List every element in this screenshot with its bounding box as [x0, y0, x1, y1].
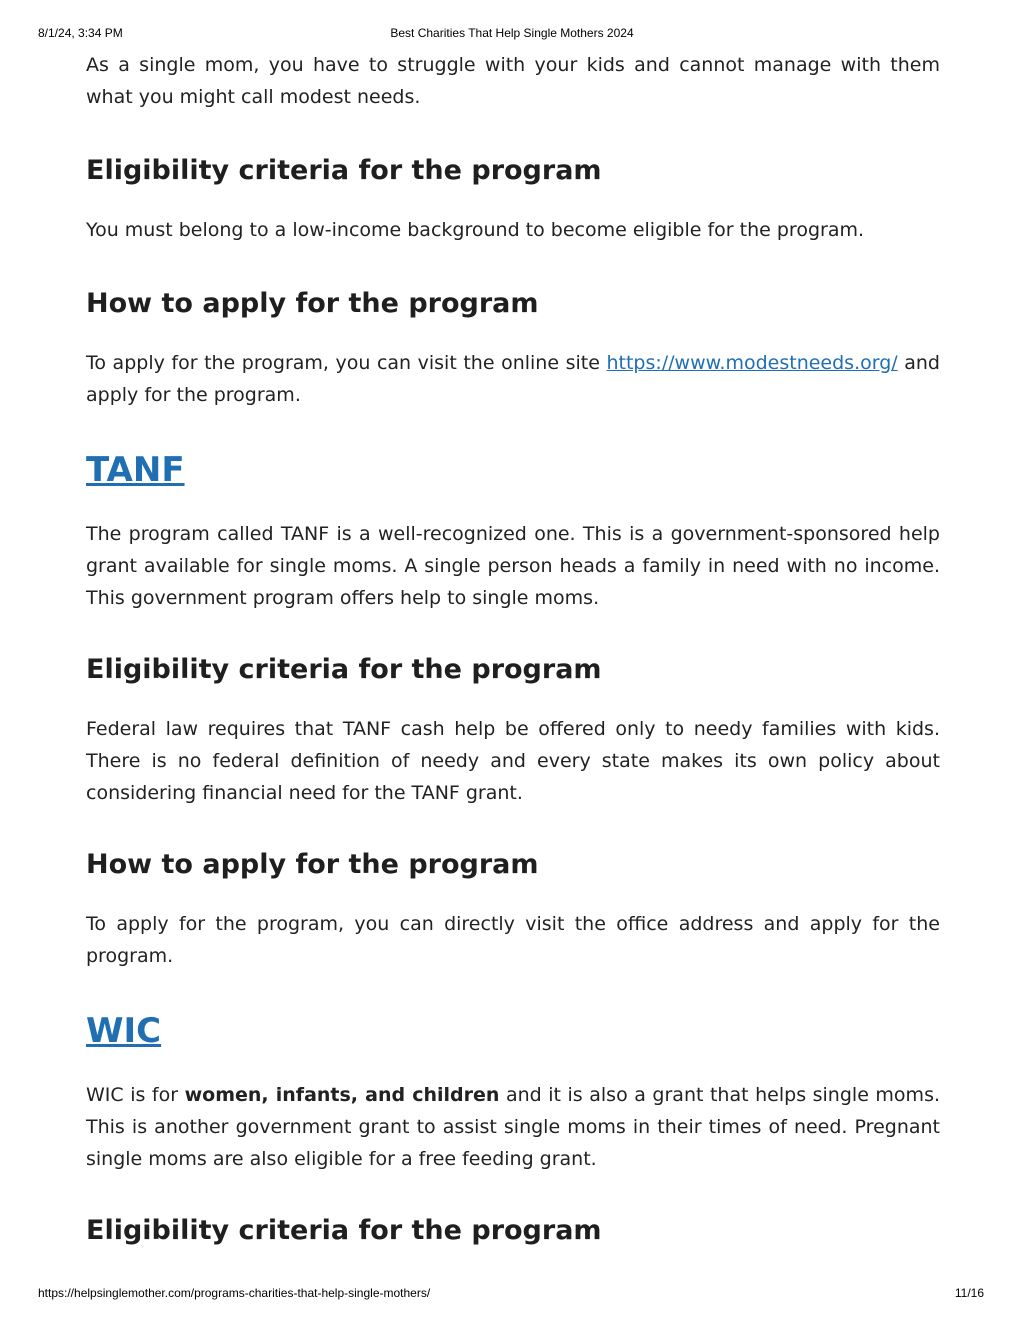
tanf-eligibility-heading: Eligibility criteria for the program: [86, 654, 602, 685]
print-page-number: 11/16: [954, 1286, 984, 1300]
tanf-description: The program called TANF is a well-recognized one. This is a government-sponsored help grant available for single moms. A single person heads a family in need with no income. This government program offers help to single moms.: [86, 523, 940, 609]
intro-paragraph: As a single mom, you have to struggle with your kids and cannot manage with them what you might call modest needs.: [86, 54, 940, 108]
modest-needs-eligibility-text: You must belong to a low-income background to become eligible for the program.: [86, 219, 865, 241]
apply-text-after: and apply for the program.: [86, 352, 940, 406]
tanf-eligibility-text: Federal law requires that TANF cash help be offered only to needy families with kids. There is no federal definition of needy and every state makes its own policy about considering financial need for the TANF grant.: [86, 718, 940, 804]
apply-text-before: To apply for the program, you can visit the online site: [86, 352, 607, 374]
modest-needs-apply-heading: How to apply for the program: [86, 288, 539, 319]
modest-needs-link[interactable]: https://www.modestneeds.org/: [606, 352, 898, 374]
wic-desc-suffix: and it is also a grant that helps single moms. This is another government grant to assist single moms in their times of need. Pregnant single moms are also eligible for a free feeding grant.: [86, 1084, 941, 1170]
modest-needs-apply-text: [86, 347, 940, 411]
print-footer-url: https://helpsinglemother.com/programs-charities-that-help-single-mothers/: [38, 1286, 431, 1300]
wic-heading: [86, 1009, 940, 1053]
modest-needs-eligibility-heading: Eligibility criteria for the program: [86, 155, 602, 186]
wic-desc-prefix: WIC is for: [86, 1084, 185, 1106]
tanf-apply-text: To apply for the program, you can directly visit the office address and apply for the program.: [86, 913, 940, 967]
wic-description: [86, 1079, 940, 1175]
tanf-heading-link[interactable]: TANF: [86, 450, 185, 490]
wic-heading-link[interactable]: WIC: [86, 1011, 162, 1051]
print-datetime: 8/1/24, 3:34 PM: [38, 26, 123, 40]
print-page-title: Best Charities That Help Single Mothers 2024: [390, 26, 634, 40]
tanf-apply-heading: How to apply for the program: [86, 849, 539, 880]
tanf-heading: [86, 448, 940, 492]
article-content: [86, 49, 940, 1249]
wic-eligibility-heading: Eligibility criteria for the program: [86, 1215, 602, 1246]
wic-desc-bold: women, infants, and children: [184, 1084, 500, 1106]
